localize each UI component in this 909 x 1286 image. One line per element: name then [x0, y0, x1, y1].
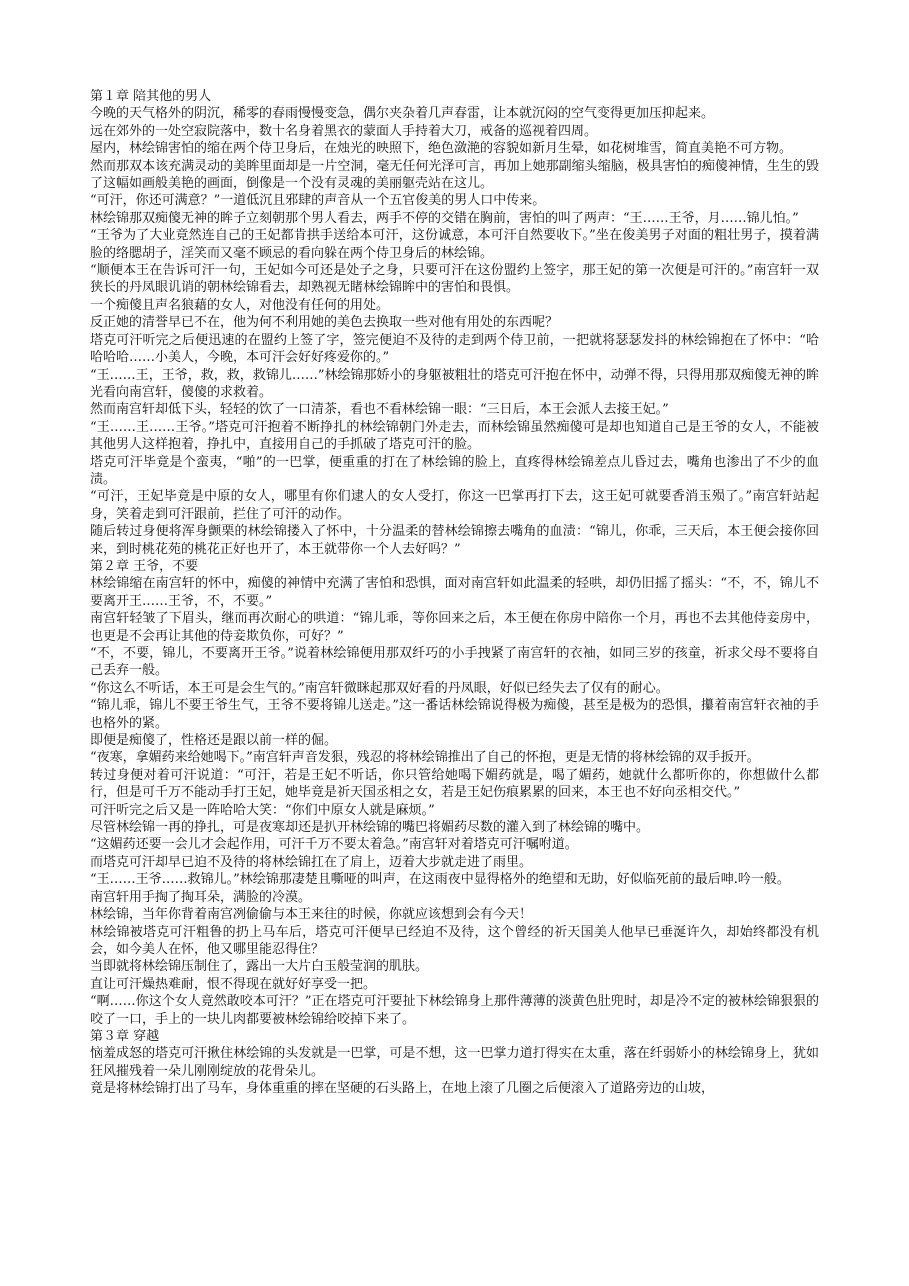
paragraph: 塔克可汗毕竟是个蛮夷，“啪”的一巴掌，便重重的打在了林绘锦的脸上，直疼得林绘锦差点儿昏过去，嘴角也渗出了不少的血渍。 [90, 454, 819, 487]
paragraph: “王爷为了大业竟然连自己的王妃都肯拱手送给本可汗，这份诚意，本可汗自然要收下。”坐在俊美男子对面的粗壮男子，摸着满脸的络腮胡子，淫笑而又毫不顾忌的看向躲在两个侍卫身后的林绘锦。 [90, 228, 819, 261]
paragraph: 可汗听完之后又是一阵哈哈大笑：“你们中原女人就是麻烦。” [90, 802, 435, 818]
chapter-heading: 第２章 王爷，不要 [90, 558, 199, 574]
paragraph: 然而那双本该充满灵动的美眸里面却是一片空洞，毫无任何光泽可言，再加上她那副缩头缩脑，极具害怕的痴傻神情，生生的毁了这幅如画般美艳的画面，倒像是一个没有灵魂的美丽躯壳站在这儿。 [90, 158, 819, 192]
paragraph: “王……王……王爷。”塔克可汗抱着不断挣扎的林绘锦朝门外走去，而林绘锦虽然痴傻可是却也知道自己是王爷的女人，不能被其他男人这样抱着，挣扎中，直接用自己的手抓破了塔克可汗的脸。 [90, 419, 819, 453]
paragraph: 而塔克可汗却早已迫不及待的将林绘锦扛在了肩上，迈着大步就走进了雨里。 [90, 854, 533, 870]
paragraph: “你这么不听话，本王可是会生气的。”南宫轩微眯起那双好看的丹凤眼，好似已经失去了仅有的耐心。 [90, 680, 669, 696]
paragraph: “啊……你这个女人竟然敢咬本可汗？”正在塔克可汗要扯下林绘锦身上那件薄薄的淡黄色肚兜时，却是冷不定的被林绘锦狠狠的咬了一口，手上的一块儿肉都要被林绘锦给咬掉下来了。 [90, 994, 819, 1027]
paragraph: 一个痴傻且声名狼藉的女人，对他没有任何的用处。 [90, 297, 390, 313]
paragraph: 南宫轩轻皱了下眉头，继而再次耐心的哄道：“锦儿乖，等你回来之后，本王便在你房中陪你一个月，再也不去其他侍妾房中，也更是不会再让其他的侍妾欺负你，可好？” [90, 611, 819, 644]
paragraph: 塔克可汗听完之后便迅速的在盟约上签了字，签完便迫不及待的走到两个侍卫前，一把就将瑟瑟发抖的林绘锦抱在了怀中：“哈哈哈哈……小美人，今晚，本可汗会好好疼爱你的。” [90, 332, 819, 366]
paragraph: 林绘锦那双痴傻无神的眸子立刻朝那个男人看去，两手不停的交错在胸前，害怕的叫了两声：“王……王爷，月……锦儿怕。” [90, 210, 799, 226]
paragraph: 恼羞成怒的塔克可汗揪住林绘锦的头发就是一巴掌，可是不想，这一巴掌力道打得实在太重，落在纤弱娇小的林绘锦身上，犹如狂风摧残着一朵儿刚刚绽放的花骨朵儿。 [90, 1046, 819, 1079]
paragraph: 屋内，林绘锦害怕的缩在两个侍卫身后，在烛光的映照下，绝色潋滟的容貌如新月生晕，如花树堆雪，简直美艳不可方物。 [90, 141, 793, 157]
paragraph: 直让可汗燥热难耐，恨不得现在就好好享受一把。 [90, 976, 377, 992]
chapter-heading: 第３章 穿越 [90, 1028, 160, 1044]
paragraph: 林绘锦缩在南宫轩的怀中，痴傻的神情中充满了害怕和恐惧，面对南宫轩如此温柔的轻哄，却仍旧摇了摇头：“不，不，锦儿不要离开王……王爷，不，不要。” [90, 576, 819, 609]
paragraph: “可汗，你还可满意？”一道低沉且邪肆的声音从一个五官俊美的男人口中传来。 [90, 193, 546, 209]
paragraph: “可汗，王妃毕竟是中原的女人，哪里有你们逮人的女人受打，你这一巴掌再打下去，这王妃可就要香消玉殒了。”南宫轩站起身，笑着走到可汗跟前，拦住了可汗的动作。 [90, 489, 819, 522]
paragraph: 今晚的天气格外的阴沉，稀零的春雨慢慢变急，偶尔夹杂着几声春雷，让本就沉闷的空气变得更加压抑起来。 [90, 106, 715, 122]
paragraph: “锦儿乖，锦儿不要王爷生气，王爷不要将锦儿送走。”这一番话林绘锦说得极为痴傻，甚至是极为的恐惧，攥着南宫轩衣袖的手也格外的紧。 [90, 698, 819, 731]
paragraph: 反正她的清誉早已不在，他为何不利用她的美色去换取一些对他有用处的东西呢？ [90, 315, 559, 331]
paragraph: 即便是痴傻了，性格还是跟以前一样的倔。 [90, 733, 338, 749]
paragraph: “王……王爷……救锦儿。”林绘锦那凄楚且嘶哑的叫声，在这雨夜中显得格外的绝望和无助，好似临死前的最后呻.吟一般。 [90, 872, 790, 888]
paragraph: “不，不要，锦儿，不要离开王爷。”说着林绘锦便用那双纤巧的小手拽紧了南宫轩的衣袖，如同三岁的孩童，祈求父母不要将自己丢弃一般。 [90, 646, 819, 679]
paragraph: 尽管林绘锦一再的挣扎，可是夜寒却还是扒开林绘锦的嘴巴将媚药尽数的灌入到了林绘锦的嘴中。 [90, 820, 650, 836]
chapter-heading: 第１章 陪其他的男人 [90, 89, 212, 104]
paragraph: 林绘锦，当年你背着南宫冽偷偷与本王来往的时候，你就应该想到会有今天！ [90, 907, 533, 923]
paragraph: 转过身便对着可汗说道：“可汗，若是王妃不听话，你只管给她喝下媚药就是，喝了媚药，她就什么都听你的，你想做什么都行，但是可千万不能动手打王妃，她毕竟是祈天国丞相之女，若是王妃伤痕累累的回来，本王也不好向丞相交代。” [90, 767, 819, 801]
paragraph: “夜寒，拿媚药来给她喝下。”南宫轩声音发狠，残忍的将林绘锦推出了自己的怀抱，更是无情的将林绘锦的双手扳开。 [90, 750, 760, 766]
paragraph: 然而南宫轩却低下头，轻轻的饮了一口清茶，看也不看林绘锦一眼：“三日后，本王会派人去接王妃。” [90, 402, 669, 418]
paragraph: 当即就将林绘锦压制住了，露出一大片白玉般莹润的肌肤。 [90, 959, 429, 975]
paragraph: “这媚药还要一会儿才会起作用，可汗千万不要太着急。”南宫轩对着塔克可汗嘱咐道。 [90, 837, 578, 853]
paragraph: 远在郊外的一处空寂院落中，数十名身着黑衣的蒙面人手持着大刀，戒备的巡视着四周。 [90, 123, 598, 139]
paragraph: “顺便本王在告诉可汗一句，王妃如今可还是处子之身，只要可汗在这份盟约上签字，那王妃的第一次便是可汗的。”南宫轩一双狭长的丹凤眼讥诮的朝林绘锦看去，却熟视无睹林绘锦眸中的害怕和畏惧。 [90, 263, 819, 296]
paragraph: “王……王，王爷，救，救，救锦儿……”林绘锦那娇小的身躯被粗壮的塔克可汗抱在怀中，动弹不得，只得用那双痴傻无神的眸光看向南宫轩，傻傻的求救着。 [90, 367, 819, 400]
paragraph: 林绘锦被塔克可汗粗鲁的扔上马车后，塔克可汗便早已经迫不及待，这个曾经的祈天国美人他早已垂涎许久，却始终都没有机会，如今美人在怀，他又哪里能忍得住？ [90, 924, 819, 957]
paragraph: 南宫轩用手掏了掏耳朵，满脸的冷漠。 [90, 889, 312, 905]
paragraph: 随后转过身便将浑身颤栗的林绘锦搂入了怀中，十分温柔的替林绘锦擦去嘴角的血渍：“锦儿，你乖，三天后，本王便会接你回来，到时桃花苑的桃花正好也开了，本王就带你一个人去好吗？” [90, 524, 819, 557]
paragraph: 竟是将林绘锦打出了马车，身体重重的摔在坚硬的石头路上，在地上滚了几圈之后便滚入了道路旁边的山坡， [90, 1081, 715, 1097]
